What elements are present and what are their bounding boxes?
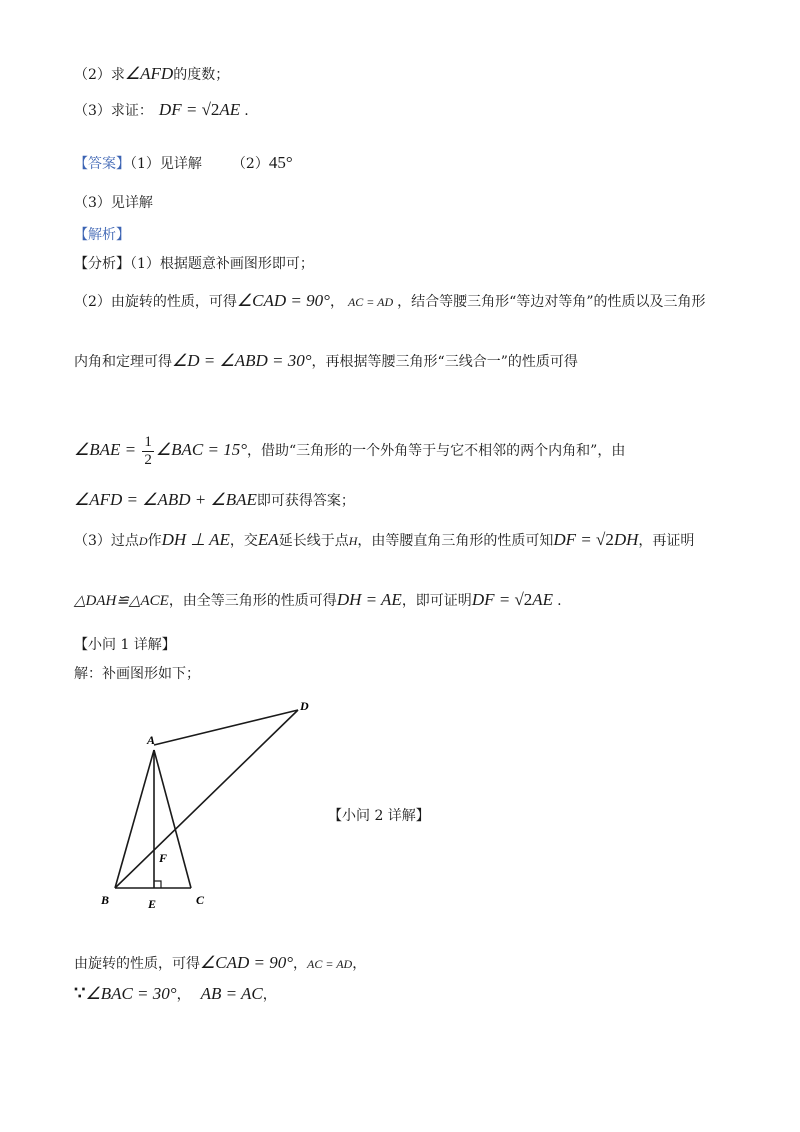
math-afd: ∠AFD = ∠ABD + ∠BAE (74, 490, 257, 509)
segment-ab (115, 750, 154, 888)
math-cad: ∠CAD = 90° (236, 291, 330, 310)
analysis-text: 延长线于点 (278, 533, 349, 549)
analysis-text: （2）由旋转的性质，可得 (74, 294, 237, 310)
sub2-line-1 (74, 953, 366, 974)
label-a: A (147, 733, 156, 747)
math-h: H (348, 534, 358, 548)
math-congruent: △DAH≌△ACE (74, 593, 169, 609)
answer-2-value: 45° (268, 153, 293, 172)
analysis-text: 作 (147, 533, 162, 549)
math-d: D (138, 534, 148, 548)
sub2-text: 由旋转的性质，可得 (74, 956, 200, 972)
label-b: B (101, 893, 110, 907)
math-bac: ∠BAC = 30° (85, 984, 177, 1003)
question-2-text: 的度数； (173, 67, 230, 83)
sub2-text: ， (352, 956, 367, 972)
math-dh-perp: DH ⊥ AE (161, 530, 230, 549)
right-angle-mark (154, 881, 161, 888)
answer-3: （3）见详解 (74, 195, 153, 211)
question-3-sqrt: √2 (201, 100, 220, 119)
analysis-line-5 (74, 490, 355, 511)
answer-2-number: （2） (231, 156, 269, 172)
analysis-text: （3）过点 (74, 533, 139, 549)
question-3-number: （3）求证： (74, 103, 153, 119)
question-3-math-a: DF = (158, 100, 202, 119)
fraction-numerator: 1 (144, 433, 152, 450)
analysis-line-2 (74, 291, 705, 312)
math-ea: EA (257, 530, 279, 549)
because-symbol: ∵ (74, 983, 86, 1004)
sub1-intro: 解：补画图形如下； (74, 666, 200, 682)
analysis-text: ，交 (229, 533, 258, 549)
answer-tag: 【答案】 (74, 156, 130, 172)
question-3-period: . (244, 103, 249, 119)
math-sqrt2: √2 (596, 530, 614, 549)
fraction-denominator: 2 (144, 451, 152, 468)
label-d: D (300, 699, 309, 713)
label-e: E (148, 897, 157, 911)
analysis-line-3 (74, 351, 578, 372)
sub2-title: 【小问 2 详解】 (328, 808, 430, 824)
math-df: DF = (471, 590, 515, 609)
math-cad: ∠CAD = 90° (200, 953, 294, 972)
math-df: DF = (553, 530, 597, 549)
math-ab-ac: AB = AC (200, 984, 263, 1003)
segment-ad (154, 710, 298, 745)
sub1-title: 【小问 1 详解】 (74, 637, 176, 653)
analysis-text: ，结合等腰三角形“等边对等角”的性质以及三角形 (397, 294, 706, 310)
math-ae: AE (532, 590, 554, 609)
analysis-text: ，再证明 (638, 533, 695, 549)
question-2-math: ∠AFD (124, 64, 174, 83)
question-2 (74, 64, 229, 85)
question-3-math-b: AE (219, 100, 241, 119)
sub2-text: ， (176, 987, 191, 1003)
math-bac: ∠BAC = 15° (155, 440, 247, 459)
math-ac-ad: AC = AD (307, 957, 353, 971)
math-angle-d: ∠D = ∠ABD = 30° (172, 351, 312, 370)
analysis-text: ，即可证明 (401, 593, 472, 609)
sub2-line-2 (74, 984, 277, 1005)
label-c: C (196, 893, 205, 907)
analysis-text: ，再根据等腰三角形“三线合一”的性质可得 (311, 354, 578, 370)
answer-line-1 (74, 153, 293, 174)
analysis-text: ，由等腰直角三角形的性质可知 (357, 533, 554, 549)
math-sqrt2: √2 (514, 590, 533, 609)
answer-1: （1）见详解 (130, 156, 202, 172)
answer-line-3 (74, 193, 153, 213)
sub2-text: ， (293, 956, 308, 972)
analysis-fenxi: 【分析】（1）根据题意补画图形即可； (74, 256, 314, 272)
question-2-number: （2）求 (74, 67, 125, 83)
analysis-text: 即可获得答案； (256, 493, 355, 509)
segment-bd (115, 710, 298, 888)
math-bae: ∠BAE = (74, 440, 141, 459)
analysis-line-4 (74, 430, 625, 471)
label-f: F (159, 851, 168, 865)
math-dh: DH (613, 530, 639, 549)
analysis-text: ，由全等三角形的性质可得 (168, 593, 337, 609)
question-3 (74, 100, 249, 121)
math-dh-ae: DH = AE (336, 590, 402, 609)
analysis-text: . (557, 593, 562, 609)
geometry-figure (90, 695, 330, 925)
math-ac-ad: AC = AD (347, 295, 394, 309)
sub2-text: ， (262, 987, 277, 1003)
analysis-text: ，借助“三角形的一个外角等于与它不相邻的两个内角和”，由 (247, 443, 626, 459)
analysis-tag: 【解析】 (74, 227, 130, 243)
analysis-line-6 (74, 530, 694, 551)
analysis-line-7 (74, 590, 562, 611)
analysis-text: 内角和定理可得 (74, 354, 172, 370)
fraction-half (142, 434, 154, 469)
analysis-text: ， (329, 294, 344, 310)
